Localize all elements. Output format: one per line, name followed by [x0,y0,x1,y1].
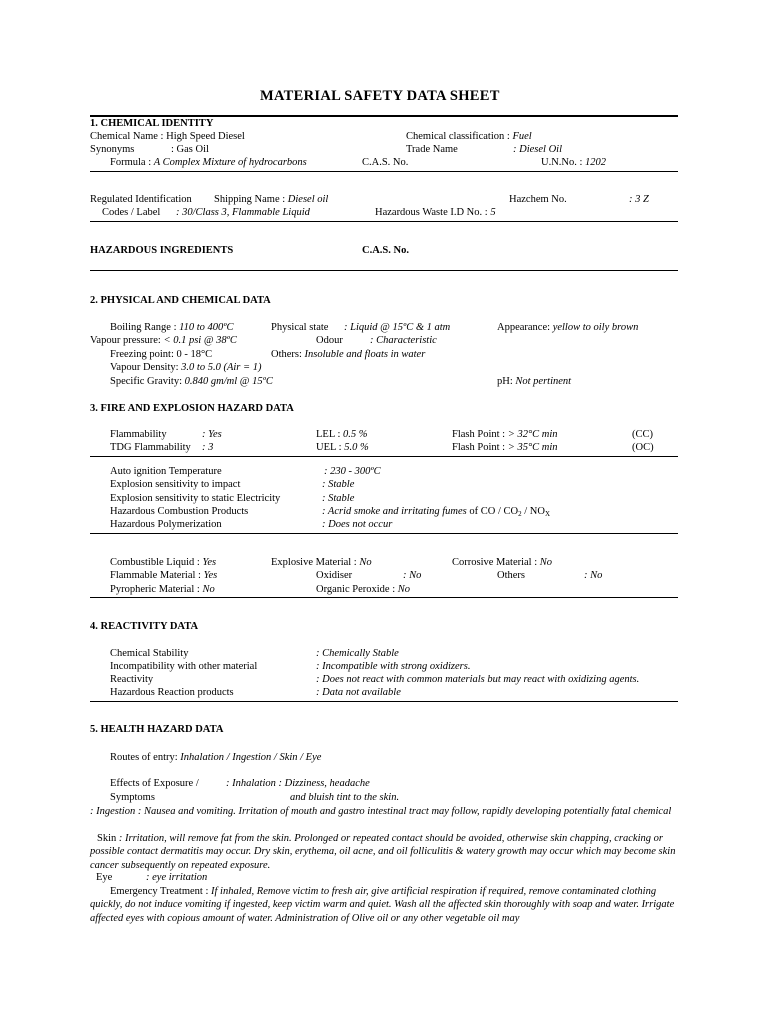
eye-label: Eye [96,872,113,883]
reactivity-label: Reactivity [110,674,154,685]
un-number: U.N.No. : 1202 [541,157,607,168]
chemical-classification: Chemical classification : Fuel [406,131,532,142]
static-sensitivity-label: Explosion sensitivity to static Electricity [110,493,281,504]
physical-state-label: Physical state [271,322,329,333]
eye-value: : eye irritation [146,872,208,883]
flash-point-oc-method: (OC) [632,442,654,453]
tdg-flammability-value: : 3 [202,442,214,453]
boiling-range: Boiling Range : 110 to 400ºC [110,322,234,333]
hazchem-label: Hazchem No. [509,194,567,205]
section-divider [90,701,678,702]
impact-sensitivity-value: : Stable [322,479,355,490]
freezing-point: Freezing point: 0 - 18°C [110,349,213,360]
reactivity-value: : Does not react with common materials but may react with oxidizing agents. [316,674,640,685]
hazardous-ingredients-heading: HAZARDOUS INGREDIENTS [90,245,234,256]
section-heading-physical-chemical: 2. PHYSICAL AND CHEMICAL DATA [90,295,271,306]
odour-label: Odour [316,335,343,346]
flash-point-cc: Flash Point : > 32°C min [452,429,558,440]
chemical-stability-value: : Chemically Stable [316,648,399,659]
physical-state-value: : Liquid @ 15ºC & 1 atm [344,322,451,333]
chemical-name: Chemical Name : High Speed Diesel [90,131,245,142]
section-divider [90,171,678,172]
hazardous-waste-id: Hazardous Waste I.D No. : 5 [375,207,496,218]
effects-of-exposure-label: Effects of Exposure / [110,778,199,789]
cas-label: C.A.S. No. [362,157,409,168]
section-heading-health-hazard: 5. HEALTH HAZARD DATA [90,724,224,735]
flammable-material: Flammable Material : Yes [110,570,218,581]
section-heading-fire-explosion: 3. FIRE AND EXPLOSION HAZARD DATA [90,403,294,414]
incompatibility-value: : Incompatible with strong oxidizers. [316,661,471,672]
flammability-label: Flammability [110,429,167,440]
ingredients-cas-heading: C.A.S. No. [362,245,409,256]
uel: UEL : 5.0 % [316,442,369,453]
appearance: Appearance: yellow to oily brown [497,322,639,333]
hazardous-reaction-label: Hazardous Reaction products [110,687,234,698]
symptoms-label: Symptoms [110,792,155,803]
trade-name-value: : Diesel Oil [513,144,562,155]
auto-ignition-value: : 230 - 300ºC [324,466,381,477]
impact-sensitivity-label: Explosion sensitivity to impact [110,479,241,490]
chemical-stability-label: Chemical Stability [110,648,189,659]
section-divider [90,456,678,457]
section-divider [90,115,678,117]
synonyms-label: Synonyms [90,144,135,155]
incompatibility-label: Incompatibility with other material [110,661,258,672]
section-heading-reactivity: 4. REACTIVITY DATA [90,621,199,632]
effects-of-exposure-value: : Inhalation : Dizziness, headache [226,778,370,789]
regulated-identification-label: Regulated Identification [90,194,192,205]
combustion-products-value: : Acrid smoke and irritating fumes of CO / $CO_2 / NO_X$ [322,506,551,518]
others-label: Others [497,570,525,581]
section-divider [90,270,678,271]
page-title: MATERIAL SAFETY DATA SHEET [260,88,500,104]
polymerization-label: Hazardous Polymerization [110,519,222,530]
hazchem-value: : 3 Z [629,194,649,205]
flammability-value: : Yes [202,429,222,440]
hazardous-reaction-value: : Data not available [316,687,401,698]
skin-paragraph: Skin : Irritation, will remove fat from the skin. Prolonged or repeated contact should be avoided, otherwise skin chapping, cracking or possible contact dermatitis may occur. Dry skin, erythema, oil acne, and oil folliculitis & watery growth may occur which may become skin cancer subsequently on repeated exposure. [90,833,676,871]
oxidiser-value: : No [403,570,422,581]
lel: LEL : 0.5 % [316,429,368,440]
section-divider [90,597,678,598]
section-divider [90,221,678,222]
explosive-material: Explosive Material : No [271,557,372,568]
others-value: : No [584,570,603,581]
others-physical: Others: Insoluble and floats in water [271,349,426,360]
formula: Formula : A Complex Mixture of hydrocarbons [110,157,307,168]
oxidiser-label: Oxidiser [316,570,353,581]
synonyms-value: : Gas Oil [171,144,209,155]
emergency-treatment-paragraph: Emergency Treatment : If inhaled, Remove victim to fresh air, give artificial respiration if required, remove contaminated clothing quickly, do not induce vomiting if ingested, keep victim warm and quiet. Wash all the affected skin thoroughly with soap and water. Irrigate affected eyes with copious amount of water. Administration of Olive oil or any other vegetable oil may [90,886,675,924]
trade-name-label: Trade Name [406,144,458,155]
vapour-density: Vapour Density: 3.0 to 5.0 (Air = 1) [110,362,262,373]
vapour-pressure: Vapour pressure: < 0.1 psi @ 38ºC [90,335,237,346]
flash-point-cc-method: (CC) [632,429,653,440]
section-heading-chemical-identity: 1. CHEMICAL IDENTITY [90,118,214,129]
specific-gravity: Specific Gravity: 0.840 gm/ml @ 15ºC [110,376,273,387]
codes-value: : 30/Class 3, Flammable Liquid [176,207,310,218]
combustion-products-label: Hazardous Combustion Products [110,506,249,517]
ph-value: pH: Not pertinent [497,376,572,387]
bluish-tint-text: and bluish tint to the skin. [290,792,400,803]
routes-of-entry: Routes of entry: Inhalation / Ingestion / Skin / Eye [110,752,322,763]
combustible-liquid: Combustible Liquid : Yes [110,557,217,568]
codes-label: Codes / Label [102,207,161,218]
pyrophoric-material: Pyropheric Material : No [110,584,215,595]
shipping-name: Shipping Name : Diesel oil [214,194,329,205]
organic-peroxide: Organic Peroxide : No [316,584,411,595]
static-sensitivity-value: : Stable [322,493,355,504]
odour-value: : Characteristic [370,335,437,346]
ingestion-paragraph: : Ingestion : Nausea and vomiting. Irritation of mouth and gastro intestinal tract may follow, rapidly developing potentially fatal chemical [90,806,672,817]
auto-ignition-label: Auto ignition Temperature [110,466,222,477]
tdg-flammability-label: TDG Flammability [110,442,191,453]
corrosive-material: Corrosive Material : No [452,557,553,568]
flash-point-oc: Flash Point : > 35°C min [452,442,558,453]
polymerization-value: : Does not occur [322,519,393,530]
section-divider [90,533,678,534]
